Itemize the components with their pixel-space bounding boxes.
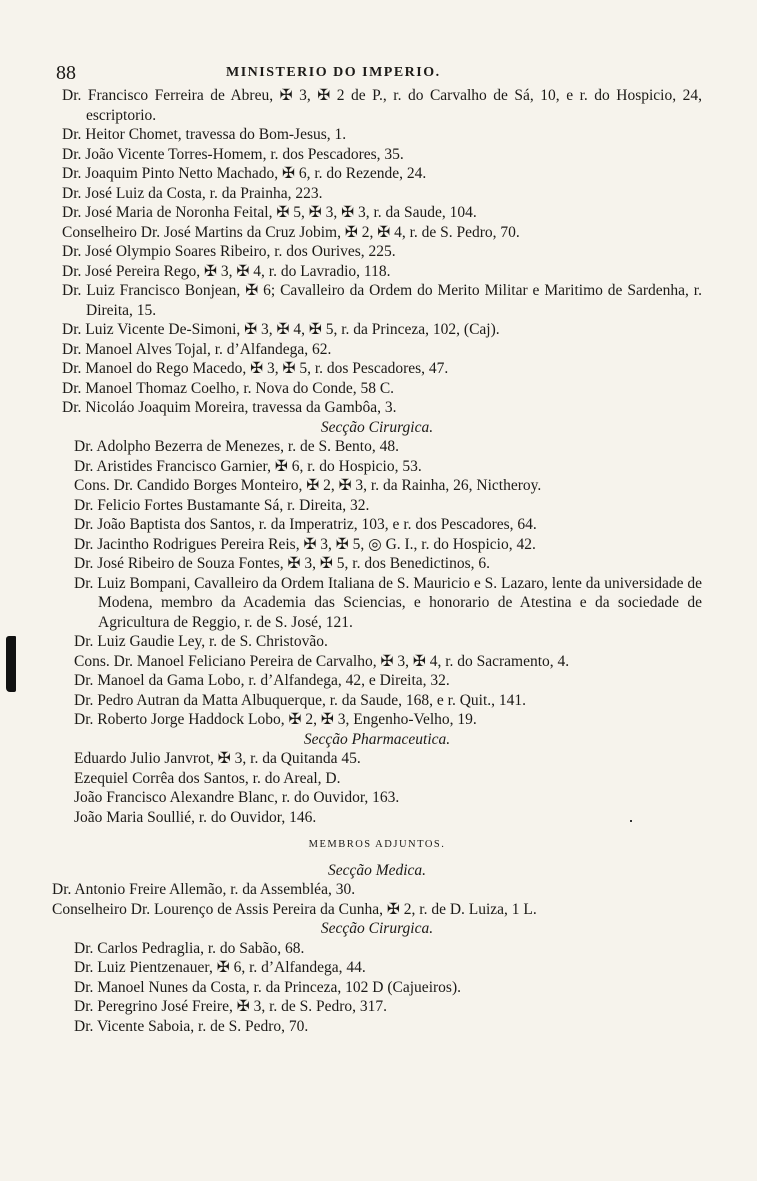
list-entry: Dr. José Olympio Soares Ribeiro, r. dos Ourives, 225. (62, 243, 396, 260)
member-list-cirurgica (52, 437, 702, 730)
list-entry: Dr. Adolpho Bezerra de Menezes, r. de S. Bento, 48. (74, 438, 399, 455)
list-entry: Dr. Aristides Francisco Garnier, ✠ 6, r. do Hospicio, 53. (74, 457, 422, 475)
page-number: 88 (56, 62, 76, 84)
list-entry: Dr. Joaquim Pinto Netto Machado, ✠ 6, r. do Rezende, 24. (62, 165, 427, 182)
membros-adjuntos-heading: MEMBROS ADJUNTOS. (308, 839, 446, 850)
list-entry: Dr. Luiz Gaudie Ley, r. de S. Christovão. (74, 633, 328, 650)
page-header (56, 62, 696, 84)
list-entry: Ezequiel Corrêa dos Santos, r. do Areal, D. (74, 769, 341, 787)
list-entry: Dr. Pedro Autran da Matta Albuquerque, r. da Saude, 168, e r. Quit., 141. (74, 691, 527, 709)
adjunct-list-medica (52, 880, 702, 919)
list-entry: Dr. Antonio Freire Allemão, r. da Assembléa, 30. (52, 881, 356, 898)
list-entry: Cons. Dr. Candido Borges Monteiro, ✠ 2, ✠ 3, r. da Rainha, 26, Nictheroy. (74, 477, 542, 494)
list-entry: Dr. Manoel Thomaz Coelho, r. Nova do Conde, 58 C. (62, 379, 395, 397)
list-entry: Conselheiro Dr. Lourenço de Assis Pereira da Cunha, ✠ 2, r. de D. Luiza, 1 L. (52, 900, 537, 918)
list-entry: Eduardo Julio Janvrot, ✠ 3, r. da Quitanda 45. (74, 750, 361, 767)
list-entry: Dr. Luiz Bompani, Cavalleiro da Ordem Italiana de S. Mauricio e S. Lazaro, lente da universidade de Modena, membro da Academia das Sciencias, e honorario de Atestina e da sociedade de Agricultura de Reggio, r. de S. José, 121. (74, 574, 702, 631)
list-entry: Dr. João Vicente Torres-Homem, r. dos Pescadores, 35. (62, 145, 404, 163)
section-heading-cirurgica-adjuntos: Secção Cirurgica. (320, 920, 434, 937)
list-entry: Dr. Nicoláo Joaquim Moreira, travessa da Gambôa, 3. (62, 399, 397, 416)
binding-ink-mark (6, 636, 16, 692)
list-entry: Dr. João Baptista dos Santos, r. da Imperatriz, 103, e r. dos Pescadores, 64. (74, 516, 537, 533)
list-entry: João Francisco Alexandre Blanc, r. do Ouvidor, 163. (74, 789, 400, 806)
list-entry: Dr. Peregrino José Freire, ✠ 3, r. de S. Pedro, 317. (74, 998, 388, 1015)
adjunct-list-cirurgica (52, 939, 702, 1037)
list-entry: Dr. Heitor Chomet, travessa do Bom-Jesus, 1. (62, 126, 347, 143)
list-entry: Dr. José Ribeiro de Souza Fontes, ✠ 3, ✠ 5, r. dos Benedictinos, 6. (74, 555, 491, 572)
list-entry: João Maria Soullié, r. do Ouvidor, 146. (74, 808, 317, 826)
list-entry: Dr. Manoel do Rego Macedo, ✠ 3, ✠ 5, r. dos Pescadores, 47. (62, 360, 449, 377)
member-list-pharmaceutica (52, 749, 702, 827)
list-entry: Dr. Roberto Jorge Haddock Lobo, ✠ 2, ✠ 3, Engenho-Velho, 19. (74, 711, 477, 728)
list-entry: Dr. Felicio Fortes Bustamante Sá, r. Direita, 32. (74, 496, 370, 514)
member-list-medica (52, 86, 702, 418)
list-entry: Dr. José Maria de Noronha Feital, ✠ 5, ✠ 3, ✠ 3, r. da Saude, 104. (62, 204, 477, 221)
list-entry: Dr. Manoel da Gama Lobo, r. d’Alfandega, 42, e Direita, 32. (74, 672, 450, 689)
list-entry: Dr. José Luiz da Costa, r. da Prainha, 223. (62, 184, 323, 202)
list-entry: Cons. Dr. Manoel Feliciano Pereira de Carvalho, ✠ 3, ✠ 4, r. do Sacramento, 4. (74, 652, 570, 670)
list-entry: Dr. Vicente Saboia, r. de S. Pedro, 70. (74, 1017, 309, 1035)
list-entry: Dr. Manoel Alves Tojal, r. d’Alfandega, 62. (62, 340, 332, 358)
section-heading-pharmaceutica: Secção Pharmaceutica. (303, 730, 451, 748)
page-content (52, 86, 702, 1036)
list-entry: Dr. Luiz Francisco Bonjean, ✠ 6; Cavalleiro da Ordem do Merito Militar e Maritimo de Sardenha, r. Direita, 15. (62, 282, 702, 319)
section-heading-cirurgica: Secção Cirurgica. (320, 418, 434, 436)
list-entry: Dr. Carlos Pedraglia, r. do Sabão, 68. (74, 939, 305, 957)
list-entry: Dr. José Pereira Rego, ✠ 3, ✠ 4, r. do Lavradio, 118. (62, 262, 391, 280)
list-entry: Conselheiro Dr. José Martins da Cruz Jobim, ✠ 2, ✠ 4, r. de S. Pedro, 70. (62, 223, 520, 241)
list-entry: Dr. Francisco Ferreira de Abreu, ✠ 3, ✠ 2 de P., r. do Carvalho de Sá, 10, e r. do Hospicio, 24, escriptorio. (62, 87, 702, 124)
running-title: MINISTERIO DO IMPERIO. (226, 65, 441, 80)
list-entry: Dr. Jacintho Rodrigues Pereira Reis, ✠ 3, ✠ 5, ◎ G. I., r. do Hospicio, 42. (74, 535, 536, 553)
list-entry: Dr. Luiz Vicente De-Simoni, ✠ 3, ✠ 4, ✠ 5, r. da Princeza, 102, (Caj). (62, 321, 500, 338)
list-entry: Dr. Luiz Pientzenauer, ✠ 6, r. d’Alfandega, 44. (74, 959, 366, 976)
section-heading-medica: Secção Medica. (327, 861, 427, 879)
list-entry: Dr. Manoel Nunes da Costa, r. da Princeza, 102 D (Cajueiros). (74, 978, 461, 996)
